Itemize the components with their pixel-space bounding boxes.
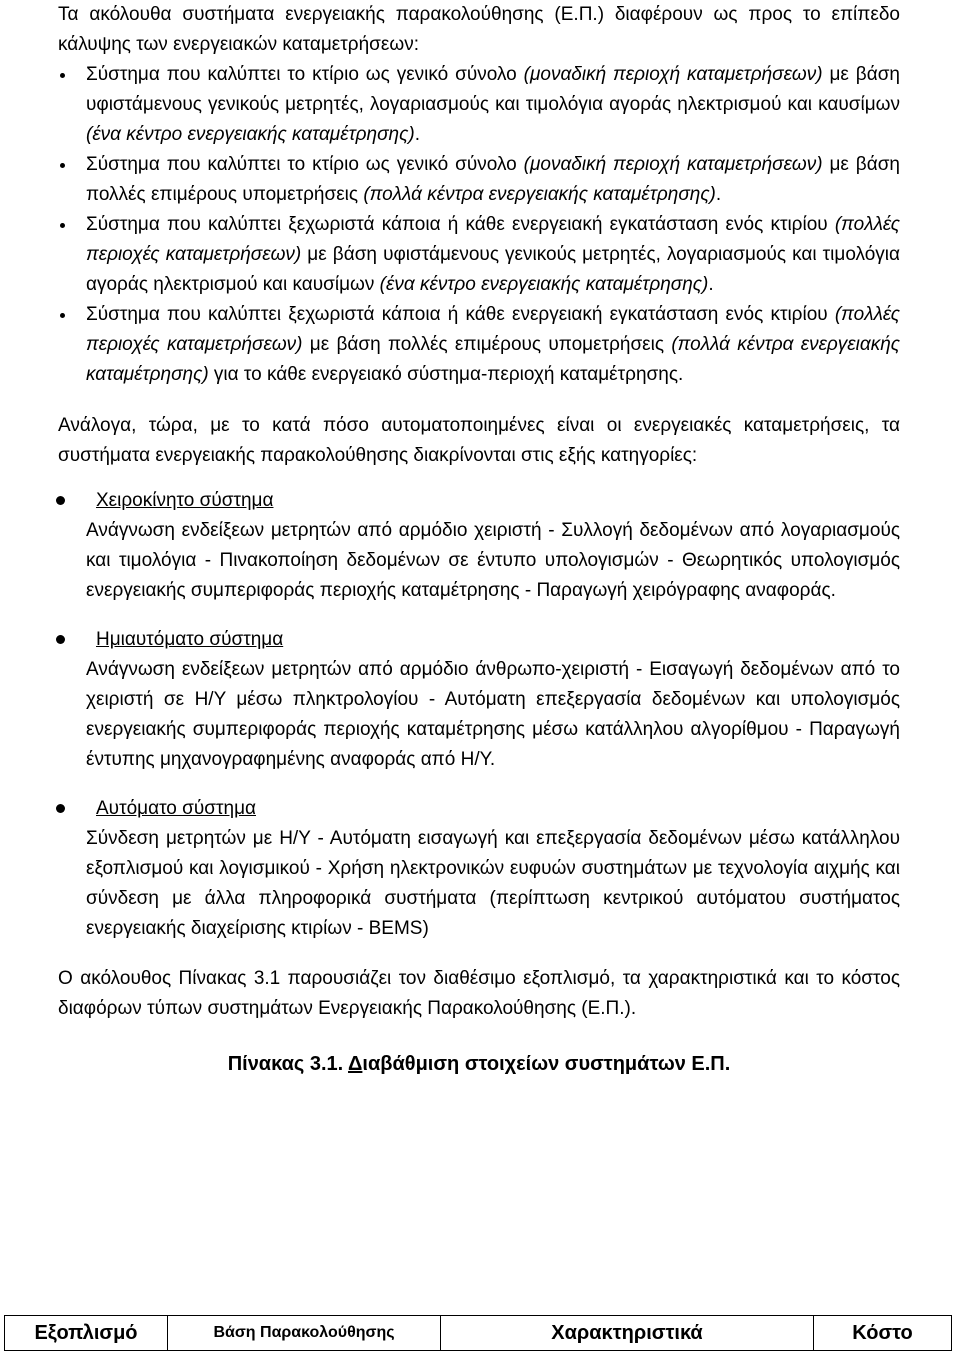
list-item: Σύστημα που καλύπτει το κτίριο ως γενικό σύνολο (μοναδική περιοχή καταμετρήσεων) με βάση υφιστάμενους γενικούς μετρητές, λογαριασμούς και τιμολόγια αγοράς ηλεκτρισμού και καυσίμων (ένα κέντρο ενεργειακής καταμέτρησης).	[58, 60, 900, 150]
header-cost: Κόστο	[814, 1316, 952, 1351]
header-equipment: Εξοπλισμό	[5, 1316, 168, 1351]
list-item: Σύστημα που καλύπτει ξεχωριστά κάποια ή κάθε ενεργειακή εγκατάσταση ενός κτιρίου (πολλές περιοχές καταμετρήσεων) με βάση υφιστάμενους γενικούς μετρητές, λογαριασμούς και τιμολόγια αγοράς ηλεκτρισμού και καυσίμων (ένα κέντρο ενεργειακής καταμέτρησης).	[58, 210, 900, 300]
bullet-icon	[56, 804, 65, 813]
bullet-icon	[60, 223, 65, 228]
category-title: Ημιαυτόματο σύστημα	[96, 629, 284, 650]
bullet-icon	[56, 496, 65, 505]
intro-paragraph: Τα ακόλουθα συστήματα ενεργειακής παρακολούθησης (Ε.Π.) διαφέρουν ως προς το επίπεδο κάλυψης των ενεργειακών καταμετρήσεων:	[58, 4, 900, 55]
category-semi-automatic	[58, 625, 900, 775]
category-manual	[58, 486, 900, 606]
equipment-table-header	[4, 1315, 952, 1351]
bullet-icon	[60, 163, 65, 168]
table-caption: Πίνακας 3.1. Διαβάθμιση στοιχείων συστημάτων Ε.Π.	[227, 1053, 731, 1075]
header-monitoring-basis: Βάση Παρακολούθησης	[168, 1316, 441, 1351]
table-header-row	[5, 1316, 952, 1351]
header-characteristics: Χαρακτηριστικά	[441, 1316, 814, 1351]
category-description: Ανάγνωση ενδείξεων μετρητών από αρμόδιο χειριστή - Συλλογή δεδομένων από λογαριασμούς και τιμολόγια - Πινακοποίηση δεδομένων σε έντυπο υπολογισμών - Θεωρητικός υπολογισμός ενεργειακής συμπεριφοράς περιοχής καταμέτρησης - Παραγωγή χειρόγραφης αναφοράς.	[86, 520, 900, 601]
category-automatic	[58, 794, 900, 944]
bullet-icon	[56, 635, 65, 644]
categories-intro: Ανάλογα, τώρα, με το κατά πόσο αυτοματοποιημένες είναι οι ενεργειακές καταμετρήσεις, τα συστήματα ενεργειακής παρακολούθησης διακρίνονται στις εξής κατηγορίες:	[58, 415, 900, 466]
category-description: Σύνδεση μετρητών με Η/Υ - Αυτόματη εισαγωγή και επεξεργασία δεδομένων μέσω κατάλληλου εξοπλισμού και λογισμικού - Χρήση ηλεκτρονικών ευφυών συστημάτων με τεχνολογία αιχμής και σύνδεση με άλλα πληροφορικά συστήματα (περίπτωση κεντρικού αυτόματου συστήματος ενεργειακής διαχείρισης κτιρίων - BEMS)	[86, 828, 900, 939]
bullet-icon	[60, 313, 65, 318]
table-intro-paragraph: Ο ακόλουθος Πίνακας 3.1 παρουσιάζει τον διαθέσιμο εξοπλισμό, τα χαρακτηριστικά και το κόστος διαφόρων τύπων συστημάτων Ενεργειακής Παρακολούθησης (Ε.Π.).	[58, 968, 900, 1019]
bullet-icon	[60, 73, 65, 78]
categories-list	[58, 486, 900, 944]
category-title: Αυτόματο σύστημα	[96, 798, 256, 819]
category-title: Χειροκίνητο σύστημα	[96, 490, 274, 511]
category-description: Ανάγνωση ενδείξεων μετρητών από αρμόδιο άνθρωπο-χειριστή - Εισαγωγή δεδομένων από το χειριστή σε Η/Υ μέσω πληκτρολογίου - Αυτόματη επεξεργασία δεδομένων και υπολογισμός ενεργειακής συμπεριφοράς περιοχής καταμέτρησης μέσω κατάλληλου αλγορίθμου - Παραγωγή έντυπης μηχανογραφημένης αναφοράς από Η/Υ.	[86, 659, 900, 770]
document-page	[58, 0, 900, 1079]
coverage-list	[58, 60, 900, 390]
list-item: Σύστημα που καλύπτει το κτίριο ως γενικό σύνολο (μοναδική περιοχή καταμετρήσεων) με βάση πολλές επιμέρους υπομετρήσεις (πολλά κέντρα ενεργειακής καταμέτρησης).	[58, 150, 900, 210]
list-item: Σύστημα που καλύπτει ξεχωριστά κάποια ή κάθε ενεργειακή εγκατάσταση ενός κτιρίου (πολλές περιοχές καταμετρήσεων) με βάση πολλές επιμέρους υπομετρήσεις (πολλά κέντρα ενεργειακής καταμέτρησης) για το κάθε ενεργειακό σύστημα-περιοχή καταμέτρησης.	[58, 300, 900, 390]
